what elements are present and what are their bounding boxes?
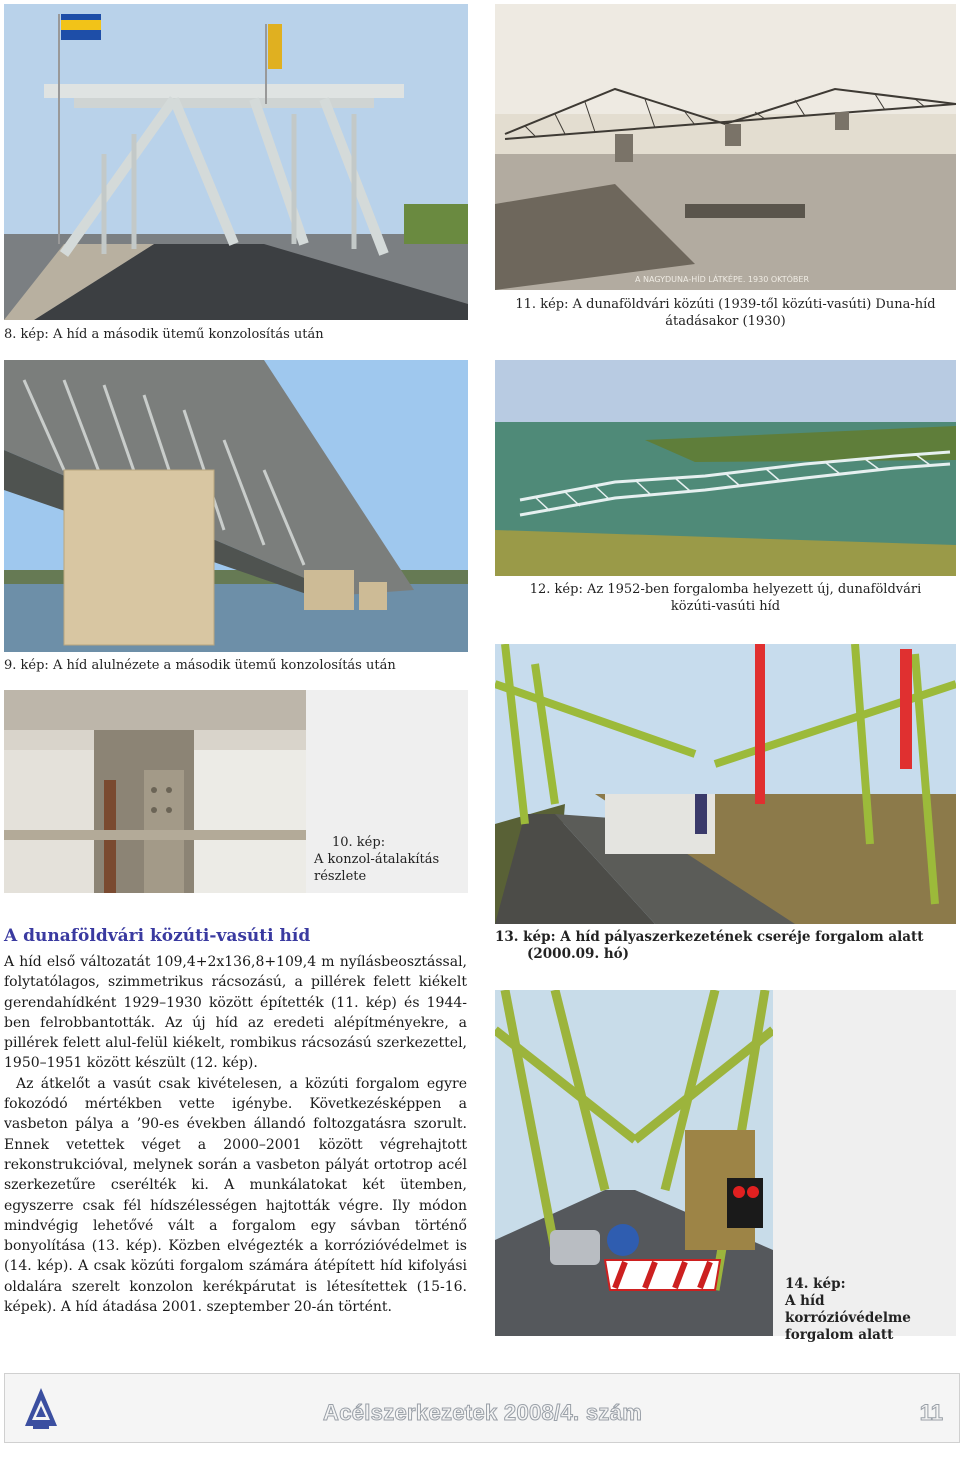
figure-14-text-line2: forgalom alatt xyxy=(785,1327,894,1343)
figure-14-photo xyxy=(495,990,773,1336)
figure-10-number: 10. kép: xyxy=(332,835,386,850)
figure-11-inscription: A NAGYDUNA-HÍD LÁTKÉPE. 1930 OKTÓBER xyxy=(635,275,810,284)
figure-10-text-line2: részlete xyxy=(314,869,367,884)
article-paragraph-1: A híd első változatát 109,4+2x136,8+109,4 m nyílásbeosztással, folytatólagos, szimmetrikus rácsozású, a pillérek felett kiékelt gerendahídként 1929–1930 között építették (11. kép) és 1944-ben felrobbantották. Az új híd az eredeti alépítményekre, a pillérek felett alul-felül kiékelt, rombikus rácsozású szerkezettel, 1950–1951 között készült (12. kép). xyxy=(4,954,467,1072)
page-number: 11 xyxy=(919,1400,943,1425)
figure-11-text-line2: átadásakor (1930) xyxy=(665,314,786,329)
article-body xyxy=(4,952,467,1317)
figure-10-caption xyxy=(306,690,468,893)
figure-9-caption xyxy=(4,657,468,674)
figure-12-text-line2: közúti-vasúti híd xyxy=(670,599,781,614)
figure-12-photo xyxy=(495,360,956,576)
publisher-logo-icon xyxy=(23,1386,59,1430)
figure-14-text-line1: A híd korrózióvédelme xyxy=(785,1293,911,1326)
figure-11-text-line1: A dunaföldvári közúti (1939-től közúti-vasúti) Duna-híd xyxy=(572,297,936,312)
figure-14-number: 14. kép: xyxy=(785,1276,846,1292)
figure-9-number: 9. kép: xyxy=(4,658,49,673)
figure-11-number: 11. kép: xyxy=(515,297,569,312)
figure-9-text: A híd alulnézete a második ütemű konzolosítás után xyxy=(52,658,396,673)
figure-13-photo xyxy=(495,644,956,924)
figure-12-text-line1: Az 1952-ben forgalomba helyezett új, dunaföldvári xyxy=(586,582,922,597)
figure-13-caption xyxy=(495,929,956,963)
figure-8-caption xyxy=(4,326,468,343)
figure-13-number: 13. kép: xyxy=(495,929,556,945)
figure-8-number: 8. kép: xyxy=(4,327,49,342)
figure-13-text-line2: (2000.09. hó) xyxy=(527,946,630,962)
figure-10-text-line1: A konzol-átalakítás xyxy=(314,852,440,867)
figure-8-text: A híd a második ütemű konzolosítás után xyxy=(52,327,324,342)
journal-name: Acélszerkezetek 2008/4. szám xyxy=(323,1400,643,1425)
figure-14-caption xyxy=(773,990,956,1343)
figure-12-caption xyxy=(495,581,956,615)
figure-12-number: 12. kép: xyxy=(529,582,583,597)
article-title: A dunaföldvári közúti-vasúti híd xyxy=(4,926,311,946)
figure-13-text-line1: A híd pályaszerkezetének cseréje forgalom alatt xyxy=(560,929,924,945)
figure-9-photo xyxy=(4,360,468,652)
article-paragraph-2: Az átkelőt a vasút csak kivételesen, a közúti forgalom egyre fokozódó mértékben vette igénybe. Következésképpen a vasbeton pálya a ’90-es években állandó foltozgatásra szorult. Ennek vetettek véget a 2000–2001 között végrehajtott rekonstrukcióval, melynek során a vasbeton pályát ortotrop acél szerkezetűre cserélték ki. A munkálatokat két ütemben, egyszerre csak fél hídszélességen hajtották végre. Ily módon mindvégig lehetővé vált a forgalom egy sávban történő bonyolítása (13. kép). Közben elvégezték a korrózióvédelmet is (14. kép). A csak közúti forgalom számára átépített híd kifolyási oldalára szerelt konzolon kerékpárutat is létesítettek (15-16. képek). A híd átadása 2001. szeptember 20-án történt. xyxy=(4,1075,467,1316)
figure-8-photo xyxy=(4,4,468,320)
figure-11-caption xyxy=(495,296,956,330)
figure-10-photo xyxy=(4,690,306,893)
figure-11-photo xyxy=(495,4,956,290)
page-footer xyxy=(4,1373,960,1443)
